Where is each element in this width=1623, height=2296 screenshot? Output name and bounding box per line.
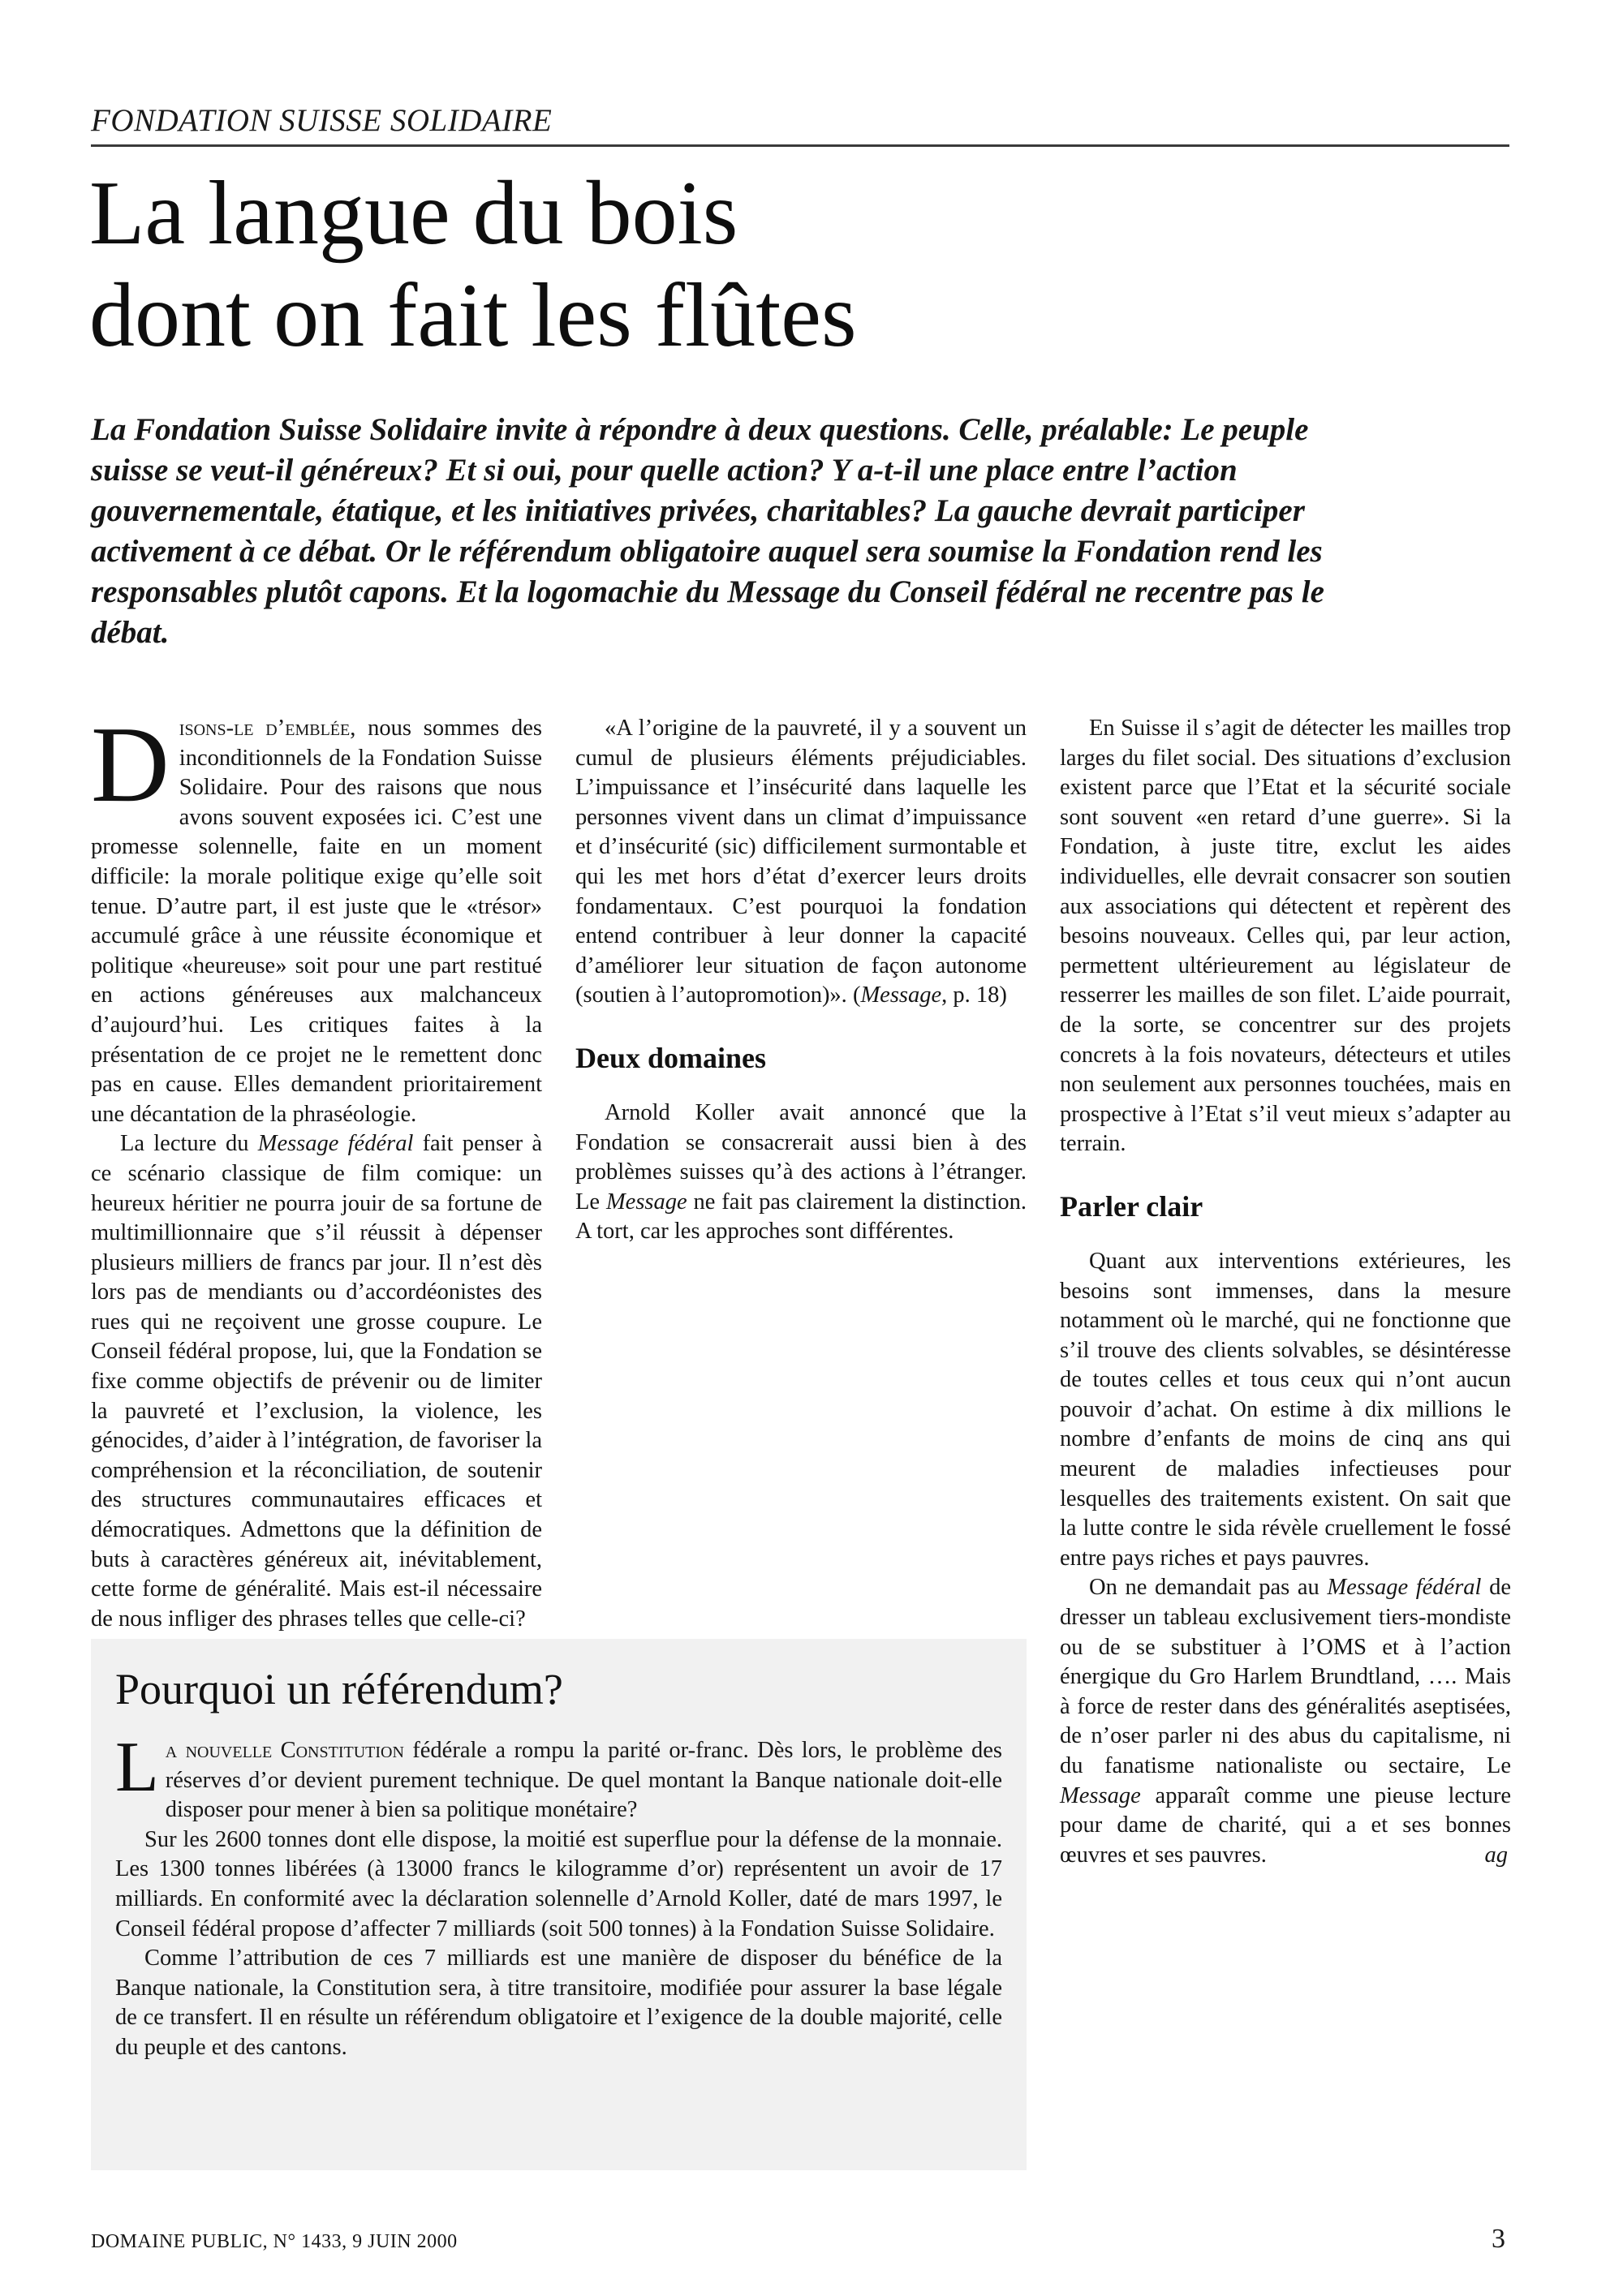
section-kicker: FONDATION SUISSE SOLIDAIRE (91, 101, 1509, 147)
paragraph-text: fédérale a rompu la parité or-franc. Dès lors, le problème des réserves d’or devient purement technique. De quel montant la Banque nationale doit-elle disposer pour mener à bien sa politique monétaire? (165, 1738, 1002, 1823)
article-paragraph-7 (1060, 1573, 1511, 1870)
page-number: 3 (1492, 2224, 1505, 2254)
sidebar-paragraph-3: Comme l’attribution de ces 7 milliards est une manière de disposer du bénéfice de la Banque nationale, la Constitution sera, à titre transitoire, modifiée pour assurer la base légale de ce transfert. Il en résulte un référendum obligatoire et l’exigence de la double majorité, celle du peuple et des cantons. (115, 1946, 1002, 2060)
quote-text: «A l’origine de la pauvreté, il y a souvent un cumul de plusieurs éléments préjudiciables. L’impuissance et l’insécurité dans laquelle les personnes vivent dans un climat d’impuissance et d’insécurité (sic) difficilement surmontable et qui les met hors d’état d’exercer leurs droits fondamentaux. C’est pourquoi la fondation entend contribuer à leur donner la capacité d’améliorer leur situation de façon autonome (soutien à l’autopromotion)». (575, 716, 1027, 1008)
article-paragraph-1 (91, 704, 542, 1129)
sidebar-paragraph-2: Sur les 2600 tonnes dont elle dispose, la moitié est superflue pour la défense de la monnaie. Les 1300 tonnes libérées (à 13000 francs le kilogramme d’or) représentent un avoir de 17 milliards. En conformité avec la déclaration solennelle d’Arnold Koller, daté de mars 1997, le Conseil fédéral propose d’affecter 7 milliards (soit 500 tonnes) à la Fondation Suisse Solidaire. (115, 1826, 1002, 1941)
title-line-2: dont on fait les flûtes (89, 265, 857, 366)
emphasis-text: Message fédéral (1327, 1575, 1482, 1601)
paragraph-text: ne fait pas clairement la distinction. A tort, car les approches sont différentes. (575, 1189, 1027, 1245)
article-paragraph-4 (575, 1099, 1027, 1247)
emphasis-text: Message (605, 1189, 687, 1215)
sidebar-paragraph-1 (115, 1728, 1002, 1825)
article-quote-paragraph (575, 714, 1027, 1011)
subhead-deux-domaines: Deux domaines (575, 1041, 767, 1074)
sidebar-box (91, 1639, 1027, 2170)
paragraph-text: La lecture du (120, 1131, 258, 1157)
article-paragraph-2 (91, 1129, 542, 1634)
emphasis-text: Message fédéral (257, 1131, 414, 1157)
article-column-1 (91, 704, 542, 1634)
reference-text: ( (852, 982, 861, 1008)
paragraph-text: , nous sommes des inconditionnels de la Fondation Suisse Solidaire. Pour des raisons que nous avons souvent exposées ici. C’est une promesse solennelle, faite en un moment difficile: la morale politique exige qu’elle soit tenue. D’autre part, il est juste que le «trésor» accumulé grâce à une réussite économique et politique «heureuse» soit pour une part restitué en actions généreuses aux malchanceux d’aujourd’hui. Les critiques faites à la présentation de ce projet ne le remettent donc pas en cause. Elles demandent prioritairement une décantation de la phraséologie. (91, 716, 542, 1127)
emphasis-text: Message (1060, 1782, 1141, 1808)
reference-text: , p. 18) (941, 982, 1007, 1008)
paragraph-text: Arnold Koller avait annoncé que la Fondation se consacrerait aussi bien à des problèmes suisses qu’à des actions à l’étranger. Le (575, 1099, 1027, 1215)
sidebar-drop-cap: L (115, 1728, 159, 1807)
sidebar-small-caps: a nouvelle Constitution (165, 1738, 404, 1763)
drop-cap: D (91, 704, 170, 824)
paragraph-text: On ne demandait pas au (1089, 1575, 1328, 1601)
emphasis-text: Message (860, 982, 942, 1008)
article-title (89, 162, 1388, 367)
sidebar-body (115, 1728, 1002, 2063)
sidebar-title: Pourquoi un référendum? (115, 1665, 563, 1713)
article-column-2 (575, 714, 1027, 1247)
article-lede: La Fondation Suisse Solidaire invite à répondre à deux questions. Celle, préalable: Le peuple suisse se veut-il généreux? Et si oui, pour quelle action? Y a-t-il une place entre l’action gouvernementale, étatique, et les initiatives privées, charitables? La gauche devrait participer activement à ce débat. Or le référendum obligatoire auquel sera soumise la Fondation rend les responsables plutôt capons. Et la logomachie du Message du Conseil fédéral ne recentre pas le débat. (91, 412, 1324, 650)
article-paragraph-6: Quant aux interventions extérieures, les besoins sont immenses, dans la mesure notamment où le marché, qui ne fonctionne que s’il trouve des clients solvables, se désintéresse de toutes celles et tous ceux qui n’ont aucun pouvoir d’achat. On estime à dix millions le nombre d’enfants de moins de cinq ans qui meurent de maladies infectieuses pour lesquelles des traitements existent. On sait que la lutte contre le sida révèle cruellement le fossé entre pays riches et pays pauvres. (1060, 1248, 1511, 1571)
article-column-3 (1060, 714, 1511, 1870)
footer-publication: DOMAINE PUBLIC, N° 1433, 9 JUIN 2000 (91, 2231, 458, 2252)
subhead-parler-clair: Parler clair (1060, 1189, 1203, 1223)
article-paragraph-5: En Suisse il s’agit de détecter les mailles trop larges du filet social. Des situations d’exclusion existent parce que l’Etat et la sécurité sociale sont souvent «en retard d’une guerre». Si la Fondation, à juste titre, exclut les aides individuelles, elle devrait consacrer son soutien aux associations qui détectent et repèrent des besoins nouveaux. Celles qui, par leur action, permettent ultérieurement au législateur de resserrer les mailles de son filet. L’aide pourrait, de la sorte, se concentrer sur des projets concrets à la fois novateurs, détecteurs et utiles non seulement aux personnes touchées, mais en prospective à l’Etat s’il veut mieux s’adapter au terrain. (1060, 716, 1511, 1157)
title-line-1: La langue du bois (89, 163, 738, 264)
paragraph-text: apparaît comme une pieuse lecture pour dame de charité, qui a et ses bonnes œuvres et ses pauvres. (1060, 1782, 1511, 1868)
paragraph-text: fait penser à ce scénario classique de film comique: un heureux héritier ne pourra jouir de sa fortune de multimillionnaire que s’il réussit à dépenser plusieurs milliers de francs par jour. Il n’est dès lors pas de mendiants ou d’accordéonistes des rues qui ne reçoivent une grosse coupure. Le Conseil fédéral propose, lui, que la Fondation se fixe comme objectifs de prévenir ou de limiter la pauvreté et l’exclusion, la violence, les génocides, d’aider à l’intégration, de favoriser la compréhension et la réconciliation, de soutenir des structures communautaires efficaces et démocratiques. Admettons que la définition de buts à caractères généreux ait, inévitablement, cette forme de généralité. Mais est-il nécessaire de nous infliger des phrases telles que celle-ci? (91, 1131, 542, 1632)
paragraph-text: de dresser un tableau exclusivement tiers-mondiste ou de se substituer à l’OMS et à l’action énergique du Gro Harlem Brundtland, …. Mais à force de rester dans des généralités aseptisées, de n’oser parler ni des abus du capitalisme, ni du fanatisme nationaliste ou sectaire, Le (1060, 1575, 1512, 1778)
opening-small-caps: isons-le d’emblée (179, 716, 351, 741)
author-signature: ag (1484, 1842, 1508, 1868)
